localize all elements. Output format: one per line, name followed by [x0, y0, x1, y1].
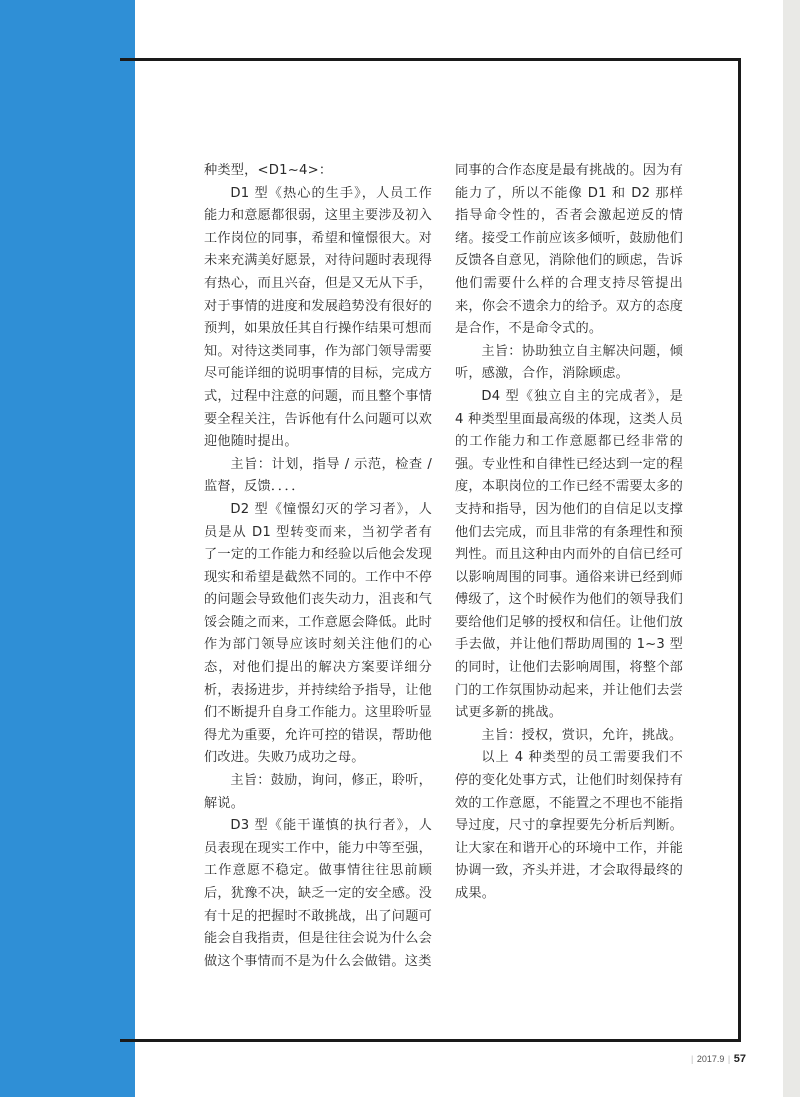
footer-separator: |: [691, 1054, 694, 1064]
page-number: 57: [733, 1053, 747, 1065]
paragraph: 主旨：计划，指导 / 示范，检查 / 监督，反馈．．．．: [204, 456, 432, 495]
paragraph: 主旨：授权，赏识，允许，挑战。: [481, 727, 683, 743]
footer-separator: |: [727, 1054, 731, 1064]
right-margin-strip: [783, 0, 800, 1097]
page-footer: [690, 1053, 746, 1065]
paragraph: D2 型《憧憬幻灭的学习者》，人员是从 D1 型转变而来，当初学者有了一定的工作能力和经验以后他会发现现实和希望是截然不同的。工作中不停的问题会导致他们丧失动力，沮丧和气馁会随之而来，工作意愿会降低。此时作为部门领导应该时刻关注他们的心态，对他们提出的解决方案要详细分析，表扬进步，并持续给予指导，让他们不断提升自身工作能力。这里聆听显得尤为重要，允许可控的错误，帮助他们改进。失败乃成功之母。: [204, 501, 432, 766]
paragraph: D3 型《能干谨慎的执行者》，人员表现在现实工作中，能力中等至强，工作意愿不稳定。做事情往往思前顾后，犹豫不决，缺乏一定的安全感。没有十足的把握时不敢挑战，出了问题可能会自我指责，但是往往会说为什么会做这个事情而不是为什么会做错。这类: [204, 818, 432, 969]
paragraph: 主旨：鼓励，询问，修正，聆听，解说。: [204, 773, 432, 811]
paragraph: D1 型《热心的生手》，人员工作能力和意愿都很弱，这里主要涉及初入工作岗位的同事，希望和憧憬很大。对未来充满美好愿景，对待问题时表现得有热心，而且兴奋，但是又无从下手，对于事情的进度和发展趋势没有很好的预判，如果放任其自行操作结果可想而知。对待这类同事，作为部门领导需要尽可能详细的说明事情的目标，完成方式，过程中注意的问题，而且整个事情要全程关注，告诉他有什么问题可以欢迎他随时提出。: [204, 185, 432, 450]
left-text-column: [204, 160, 432, 973]
right-text-column: [455, 160, 683, 906]
paragraph: D4 型《独立自主的完成者》，是 4 种类型里面最高级的体现，这类人员的工作能力和工作意愿都已经非常的强。专业性和自律性已经达到一定的程度，本职岗位的工作已经不需要太多的支持和指导，因为他们的自信足以支撑他们去完成，而且非常的有条理性和预判性。而且这种由内而外的自信已经可以影响周围的同事。通俗来讲已经到师傅级了，这个时候作为他们的领导我们要给他们足够的授权和信任。让他们放手去做，并让他们帮助周围的 1~3 型的同时，让他们去影响周围，将整个部门的工作氛围协动起来，并让他们去尝试更多新的挑战。: [455, 388, 683, 721]
paragraph: 种类型，<D1~4>：: [204, 163, 333, 178]
paragraph: 以上 4 种类型的员工需要我们不停的变化处事方式，让他们时刻保持有效的工作意愿，不能置之不理也不能指导过度，尺寸的拿捏要先分析后判断。让大家在和谐开心的环境中工作，并能协调一致，齐头并进，才会取得最终的成果。: [455, 750, 683, 901]
issue-date: 2017.9: [696, 1054, 725, 1064]
paragraph: 主旨：协助独立自主解决问题，倾听，感激，合作，消除顾虑。: [455, 343, 683, 382]
paragraph: 同事的合作态度是最有挑战的。因为有能力了，所以不能像 D1 和 D2 那样指导命令性的，否者会激起逆反的情绪。接受工作前应该多倾听，鼓励他们反馈各自意见，消除他们的顾虑，告诉他们需要什么样的合理支持尽管提出来，你会不遗余力的给予。双方的态度是合作，不是命令式的。: [455, 163, 683, 337]
left-accent-bar: [0, 0, 135, 1097]
